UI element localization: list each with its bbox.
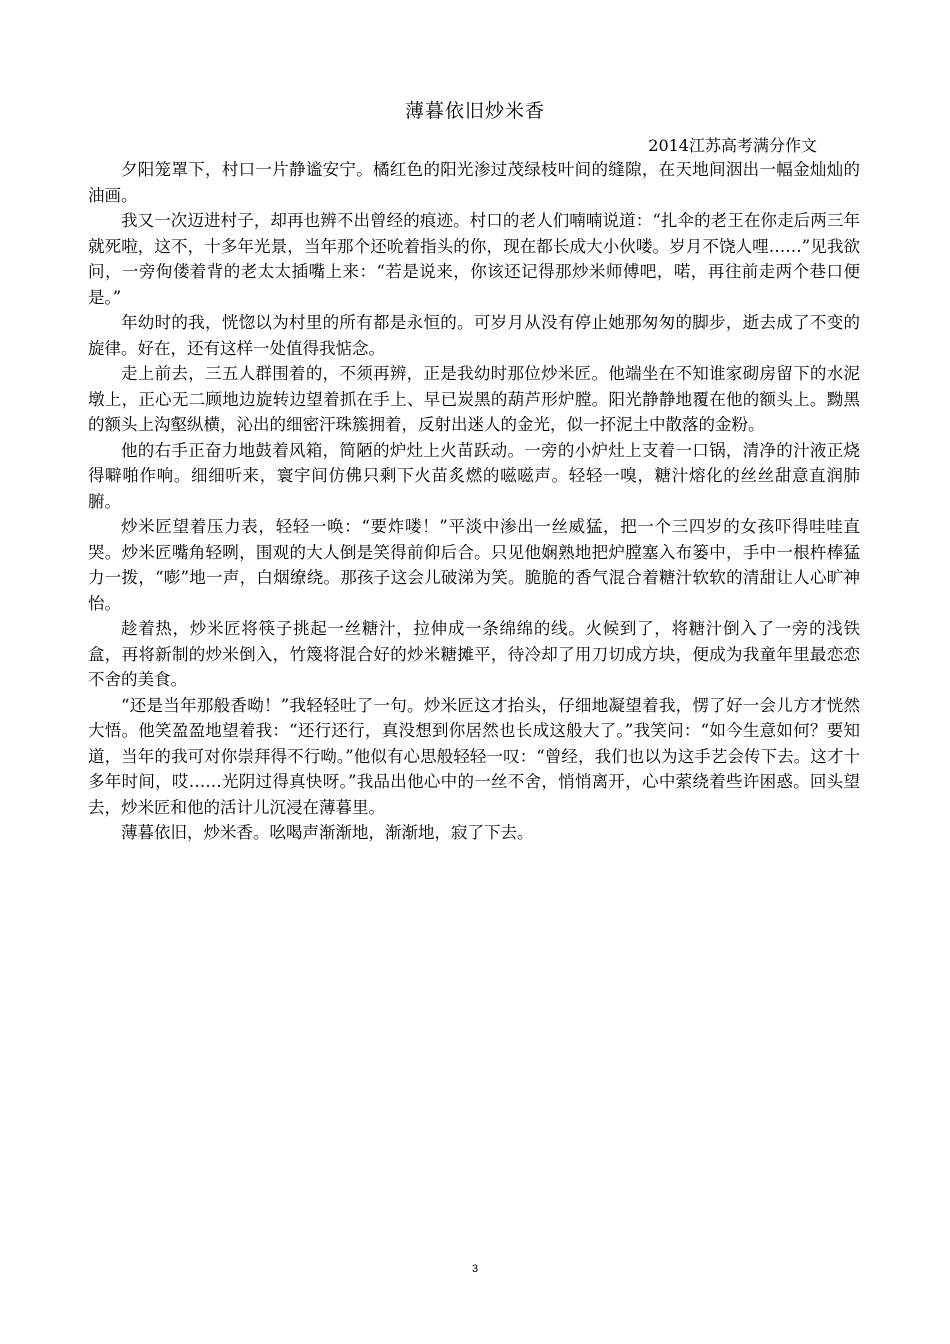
paragraph: 他的右手正奋力地鼓着风箱，简陋的炉灶上火苗跃动。一旁的小炉灶上支着一口锅，清净的汁液正烧得噼啪作响。细细听来，寰宇间仿佛只剩下火苗炙燃的嗞嗞声。轻轻一嗅，糖汁熔化的丝丝甜意直润肺腑。 bbox=[88, 440, 860, 511]
essay-body bbox=[88, 157, 860, 846]
paragraph: 夕阳笼罩下，村口一片静谧安宁。橘红色的阳光渗过茂绿枝叶间的缝隙，在天地间洇出一幅金灿灿的油画。 bbox=[88, 160, 860, 205]
paragraph: “还是当年那般香呦！”我轻轻吐了一句。炒米匠这才抬头，仔细地凝望着我，愣了好一会儿方才恍然大悟。他笑盈盈地望着我：“还行还行，真没想到你居然也长成这般大了。”我笑问：“如今生意如何？要知道，当年的我可对你崇拜得不行呦。”他似有心思般轻轻一叹：“曾经，我们也以为这手艺会传下去。这才十多年时间，哎……光阴过得真快呀。”我品出他心中的一丝不舍，悄悄离开，心中萦绕着些许困惑。回头望去，炒米匠和他的活计儿沉浸在薄暮里。 bbox=[88, 695, 860, 817]
paragraph: 年幼时的我，恍惚以为村里的所有都是永恒的。可岁月从没有停止她那匆匆的脚步，逝去成了不变的旋律。好在，还有这样一处值得我惦念。 bbox=[88, 313, 860, 358]
paragraph: 炒米匠望着压力表，轻轻一唤：“要炸喽！”平淡中渗出一丝威猛，把一个三四岁的女孩吓得哇哇直哭。炒米匠嘴角轻咧，围观的大人倒是笑得前仰后合。只见他娴熟地把炉膛塞入布篓中，手中一根杵棒猛力一拨，“嘭”地一声，白烟缭绕。那孩子这会儿破涕为笑。脆脆的香气混合着糖汁软软的清甜让人心旷神怡。 bbox=[88, 517, 860, 613]
paragraph: 走上前去，三五人群围着的，不须再辨，正是我幼时那位炒米匠。他端坐在不知谁家砌房留下的水泥墩上，正心无二顾地边旋转边望着抓在手上、早已炭黑的葫芦形炉膛。阳光静静地覆在他的额头上。黝黑的额头上沟壑纵横，沁出的细密汗珠簇拥着，反射出迷人的金光，似一抔泥土中散落的金粉。 bbox=[88, 364, 860, 434]
paragraph: 我又一次迈进村子，却再也辨不出曾经的痕迹。村口的老人们喃喃说道：“扎伞的老王在你走后两三年就死啦，这不，十多年光景，当年那个还吮着指头的你，现在都长成大小伙喽。岁月不饶人哩……”见我欲问，一旁佝偻着背的老太太插嘴上来：“若是说来，你该还记得那炒米师傅吧，喏，再往前走两个巷口便是。” bbox=[88, 211, 860, 307]
page-number: 3 bbox=[471, 1263, 479, 1275]
essay-title: 薄暮依旧炒米香 bbox=[404, 100, 545, 122]
paragraph: 趁着热，炒米匠将筷子挑起一丝糖汁，拉伸成一条绵绵的线。火候到了，将糖汁倒入了一旁的浅铁盒，再将新制的炒米倒入，竹篾将混合好的炒米糖摊平，待冷却了用刀切成方块，便成为我童年里最恋恋不舍的美食。 bbox=[88, 619, 860, 689]
paragraph: 薄暮依旧，炒米香。吆喝声渐渐地，渐渐地，寂了下去。 bbox=[121, 823, 534, 842]
essay-source: 2014江苏高考满分作文 bbox=[648, 136, 817, 155]
